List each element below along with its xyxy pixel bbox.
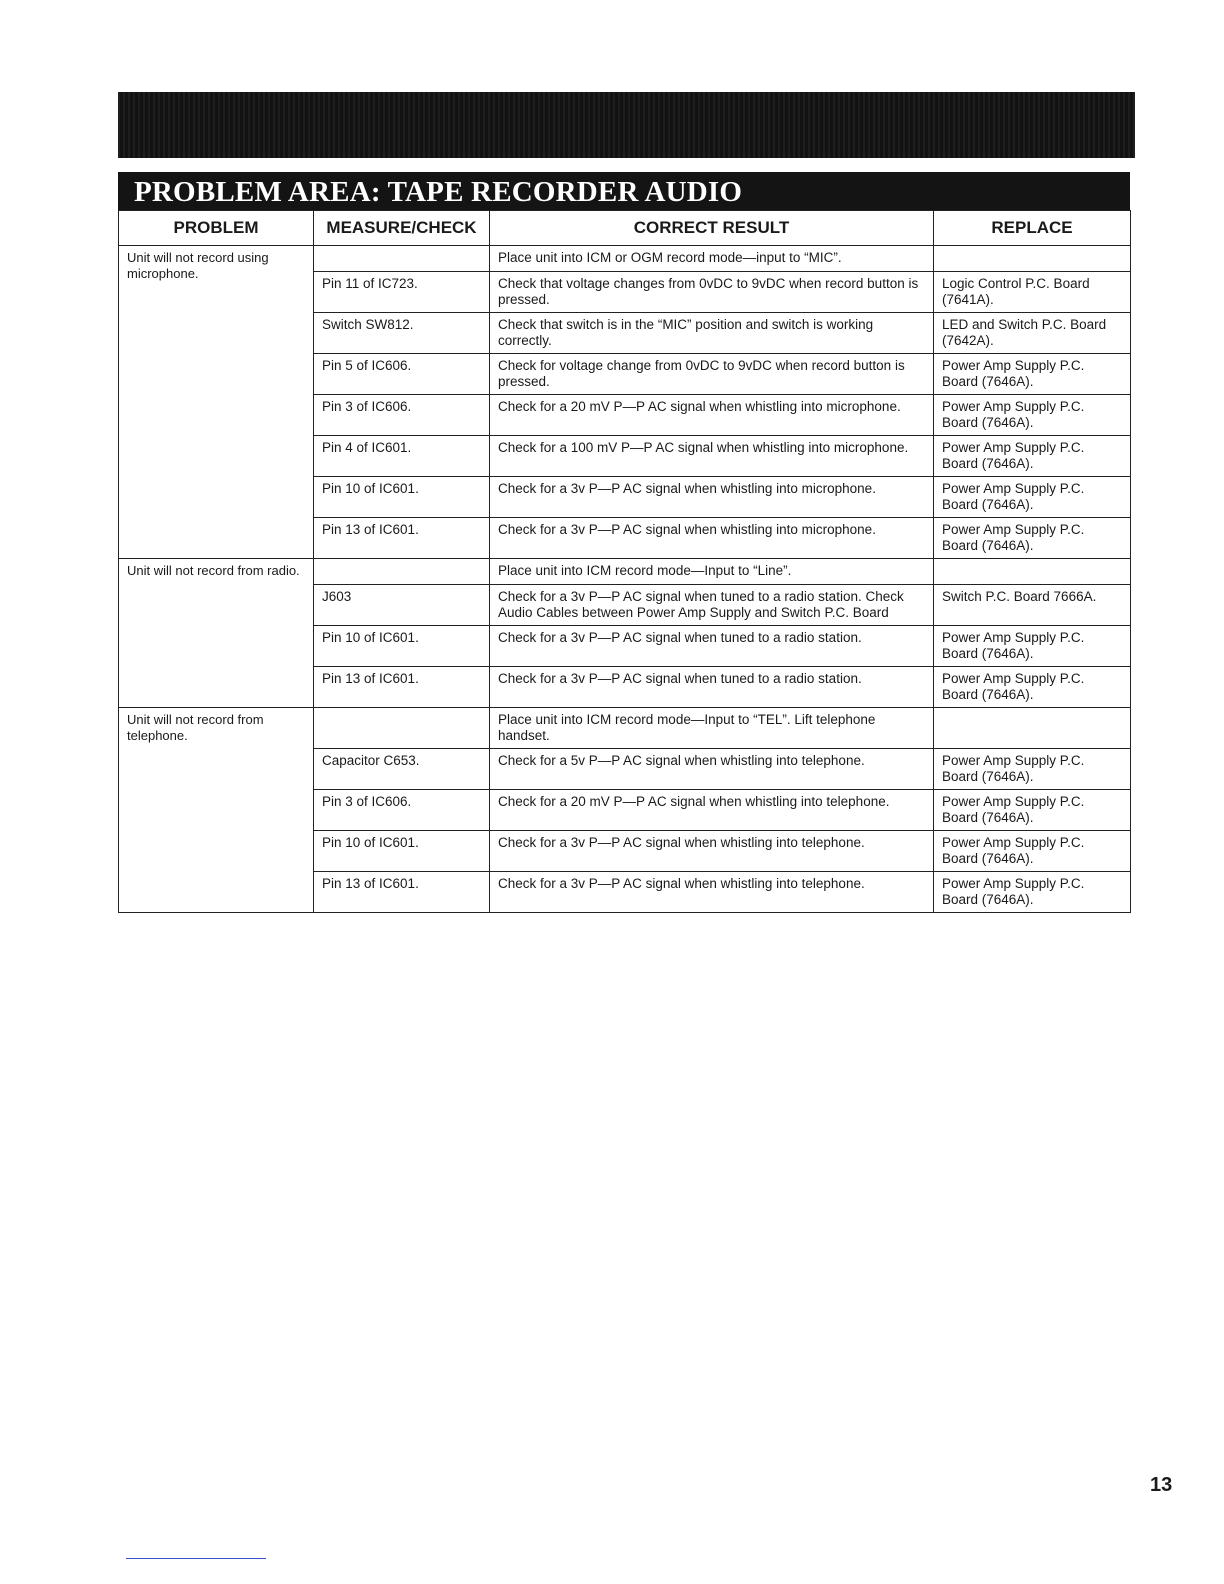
measure-cell: Switch SW812. [314, 313, 490, 354]
header-band [118, 92, 1135, 158]
result-cell: Check for voltage change from 0vDC to 9vDC when record button is pressed. [490, 354, 934, 395]
measure-cell: Pin 5 of IC606. [314, 354, 490, 395]
replace-cell: Logic Control P.C. Board (7641A). [934, 272, 1131, 313]
troubleshooting-table [118, 210, 1131, 913]
result-cell: Check for a 3v P—P AC signal when whistling into microphone. [490, 477, 934, 518]
section-title: PROBLEM AREA: TAPE RECORDER AUDIO [118, 172, 1130, 210]
troubleshooting-section [118, 172, 1130, 913]
replace-cell: Power Amp Supply P.C. Board (7646A). [934, 831, 1131, 872]
result-cell: Check for a 20 mV P—P AC signal when whistling into telephone. [490, 790, 934, 831]
replace-cell: Switch P.C. Board 7666A. [934, 585, 1131, 626]
header-measure-check: MEASURE/CHECK [314, 211, 490, 246]
result-cell: Check that switch is in the “MIC” position and switch is working correctly. [490, 313, 934, 354]
replace-cell [934, 708, 1131, 749]
measure-cell [314, 708, 490, 749]
replace-cell: Power Amp Supply P.C. Board (7646A). [934, 395, 1131, 436]
problem-cell: Unit will not record from radio. [119, 559, 314, 708]
result-cell: Check for a 5v P—P AC signal when whistling into telephone. [490, 749, 934, 790]
replace-cell: Power Amp Supply P.C. Board (7646A). [934, 436, 1131, 477]
measure-cell: J603 [314, 585, 490, 626]
replace-cell: Power Amp Supply P.C. Board (7646A). [934, 872, 1131, 913]
measure-cell: Pin 10 of IC601. [314, 477, 490, 518]
replace-cell: Power Amp Supply P.C. Board (7646A). [934, 518, 1131, 559]
table-header-row [119, 211, 1131, 246]
measure-cell: Pin 3 of IC606. [314, 790, 490, 831]
measure-cell: Pin 13 of IC601. [314, 518, 490, 559]
replace-cell: Power Amp Supply P.C. Board (7646A). [934, 749, 1131, 790]
measure-cell: Pin 11 of IC723. [314, 272, 490, 313]
footnote-rule [126, 1558, 266, 1559]
instruction-row [119, 246, 1131, 272]
measure-cell: Pin 10 of IC601. [314, 626, 490, 667]
result-cell: Check for a 20 mV P—P AC signal when whistling into microphone. [490, 395, 934, 436]
replace-cell: Power Amp Supply P.C. Board (7646A). [934, 354, 1131, 395]
problem-group-telephone [119, 708, 1131, 913]
result-cell: Check for a 100 mV P—P AC signal when whistling into microphone. [490, 436, 934, 477]
replace-cell [934, 246, 1131, 272]
measure-cell: Pin 10 of IC601. [314, 831, 490, 872]
replace-cell: Power Amp Supply P.C. Board (7646A). [934, 477, 1131, 518]
replace-cell: Power Amp Supply P.C. Board (7646A). [934, 626, 1131, 667]
problem-cell: Unit will not record from telephone. [119, 708, 314, 913]
measure-cell: Capacitor C653. [314, 749, 490, 790]
measure-cell: Pin 4 of IC601. [314, 436, 490, 477]
replace-cell: LED and Switch P.C. Board (7642A). [934, 313, 1131, 354]
header-replace: REPLACE [934, 211, 1131, 246]
result-cell: Check for a 3v P—P AC signal when tuned to a radio station. [490, 626, 934, 667]
page-number: 13 [1150, 1474, 1173, 1496]
problem-group-microphone [119, 246, 1131, 559]
result-cell: Check for a 3v P—P AC signal when whistling into telephone. [490, 872, 934, 913]
instruction-cell: Place unit into ICM record mode—Input to “Line”. [490, 559, 934, 585]
measure-cell [314, 559, 490, 585]
replace-cell [934, 559, 1131, 585]
header-correct-result: CORRECT RESULT [490, 211, 934, 246]
result-cell: Check for a 3v P—P AC signal when tuned to a radio station. [490, 667, 934, 708]
problem-cell: Unit will not record using microphone. [119, 246, 314, 559]
header-problem: PROBLEM [119, 211, 314, 246]
instruction-row [119, 708, 1131, 749]
problem-group-radio [119, 559, 1131, 708]
instruction-cell: Place unit into ICM or OGM record mode—input to “MIC”. [490, 246, 934, 272]
result-cell: Check for a 3v P—P AC signal when whistling into microphone. [490, 518, 934, 559]
replace-cell: Power Amp Supply P.C. Board (7646A). [934, 790, 1131, 831]
replace-cell: Power Amp Supply P.C. Board (7646A). [934, 667, 1131, 708]
measure-cell: Pin 3 of IC606. [314, 395, 490, 436]
instruction-row [119, 559, 1131, 585]
measure-cell: Pin 13 of IC601. [314, 872, 490, 913]
result-cell: Check for a 3v P—P AC signal when whistling into telephone. [490, 831, 934, 872]
measure-cell [314, 246, 490, 272]
instruction-cell: Place unit into ICM record mode—Input to “TEL”. Lift telephone handset. [490, 708, 934, 749]
result-cell: Check that voltage changes from 0vDC to 9vDC when record button is pressed. [490, 272, 934, 313]
measure-cell: Pin 13 of IC601. [314, 667, 490, 708]
result-cell: Check for a 3v P—P AC signal when tuned to a radio station. Check Audio Cables between Power Amp Supply and Switch P.C. Board [490, 585, 934, 626]
